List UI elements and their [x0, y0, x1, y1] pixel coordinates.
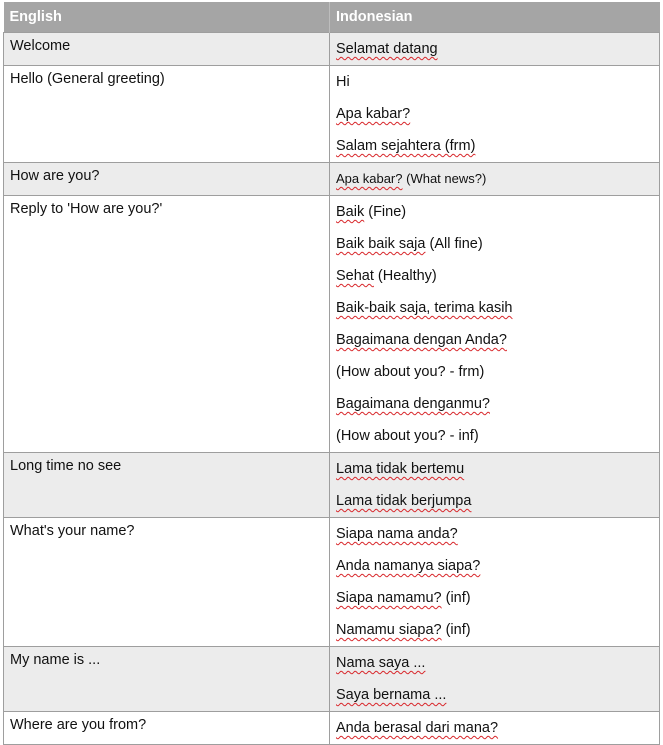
- english-cell: How are you?: [4, 163, 330, 196]
- translation-line: [336, 196, 659, 228]
- translation-note: (inf): [441, 590, 471, 606]
- translation-note: (What news?): [402, 171, 487, 186]
- indonesian-cell: [330, 712, 660, 745]
- translation-line: [336, 163, 659, 195]
- translation-line: [336, 679, 659, 711]
- translation-line: [336, 292, 659, 324]
- document-page: [3, 2, 659, 745]
- translation-line: [336, 485, 659, 517]
- translation-line: [336, 66, 659, 98]
- translation-text: Selamat datang: [336, 41, 438, 57]
- translation-line: [336, 324, 659, 356]
- header-indonesian: Indonesian: [330, 2, 660, 33]
- translation-line: [336, 33, 659, 65]
- table-row: [4, 453, 660, 518]
- translation-note: (Healthy): [373, 268, 437, 284]
- indonesian-cell: [330, 196, 660, 453]
- translation-line: [336, 420, 659, 452]
- translation-text: Apa kabar?: [336, 171, 403, 186]
- table-row: [4, 33, 660, 66]
- translation-text: (How about you? - frm): [336, 364, 485, 380]
- translation-text: Bagaimana denganmu?: [336, 396, 490, 412]
- translation-text: Baik: [336, 204, 365, 220]
- indonesian-cell: [330, 453, 660, 518]
- translation-text: Lama tidak berjumpa: [336, 493, 472, 509]
- translation-line: [336, 260, 659, 292]
- translation-line: [336, 647, 659, 679]
- english-cell: Welcome: [4, 33, 330, 66]
- translation-text: Anda berasal dari mana?: [336, 720, 499, 736]
- english-cell: Long time no see: [4, 453, 330, 518]
- translation-line: [336, 130, 659, 162]
- translation-text: Siapa nama anda?: [336, 526, 458, 542]
- translation-text: Nama saya ...: [336, 655, 426, 671]
- table-row: [4, 647, 660, 712]
- table-row: [4, 163, 660, 196]
- translation-text: Hi: [336, 74, 350, 90]
- translation-text: Namamu siapa?: [336, 622, 442, 638]
- indonesian-cell: [330, 518, 660, 647]
- translation-text: Siapa namamu?: [336, 590, 442, 606]
- table-row: [4, 518, 660, 647]
- translation-note: (inf): [441, 622, 471, 638]
- translation-line: [336, 614, 659, 646]
- translation-text: (How about you? - inf): [336, 428, 479, 444]
- english-cell: What's your name?: [4, 518, 330, 647]
- translation-text: Apa kabar?: [336, 106, 411, 122]
- translation-line: [336, 712, 659, 744]
- translation-note: (Fine): [364, 204, 407, 220]
- translation-text: Sehat: [336, 268, 374, 284]
- indonesian-cell: [330, 66, 660, 163]
- table-row: [4, 196, 660, 453]
- english-cell: Reply to 'How are you?': [4, 196, 330, 453]
- translation-line: [336, 518, 659, 550]
- english-cell: Hello (General greeting): [4, 66, 330, 163]
- translation-text: Salam sejahtera (frm): [336, 138, 476, 154]
- english-cell: Where are you from?: [4, 712, 330, 745]
- translation-line: [336, 582, 659, 614]
- translation-text: Baik-baik saja, terima kasih: [336, 300, 513, 316]
- translation-text: Baik baik saja: [336, 236, 426, 252]
- table-header-row: [4, 2, 660, 33]
- translation-text: Anda namanya siapa?: [336, 558, 481, 574]
- translation-line: [336, 388, 659, 420]
- translation-line: [336, 228, 659, 260]
- translation-text: Lama tidak bertemu: [336, 461, 465, 477]
- translation-line: [336, 356, 659, 388]
- indonesian-cell: [330, 33, 660, 66]
- translation-line: [336, 98, 659, 130]
- table-row: [4, 66, 660, 163]
- translation-line: [336, 453, 659, 485]
- translation-line: [336, 550, 659, 582]
- translation-note: (All fine): [425, 236, 483, 252]
- english-cell: My name is ...: [4, 647, 330, 712]
- translation-text: Saya bernama ...: [336, 687, 447, 703]
- table-row: [4, 712, 660, 745]
- indonesian-cell: [330, 163, 660, 196]
- indonesian-cell: [330, 647, 660, 712]
- translation-text: Bagaimana dengan Anda?: [336, 332, 507, 348]
- header-english: English: [4, 2, 330, 33]
- phrase-table: [3, 2, 660, 745]
